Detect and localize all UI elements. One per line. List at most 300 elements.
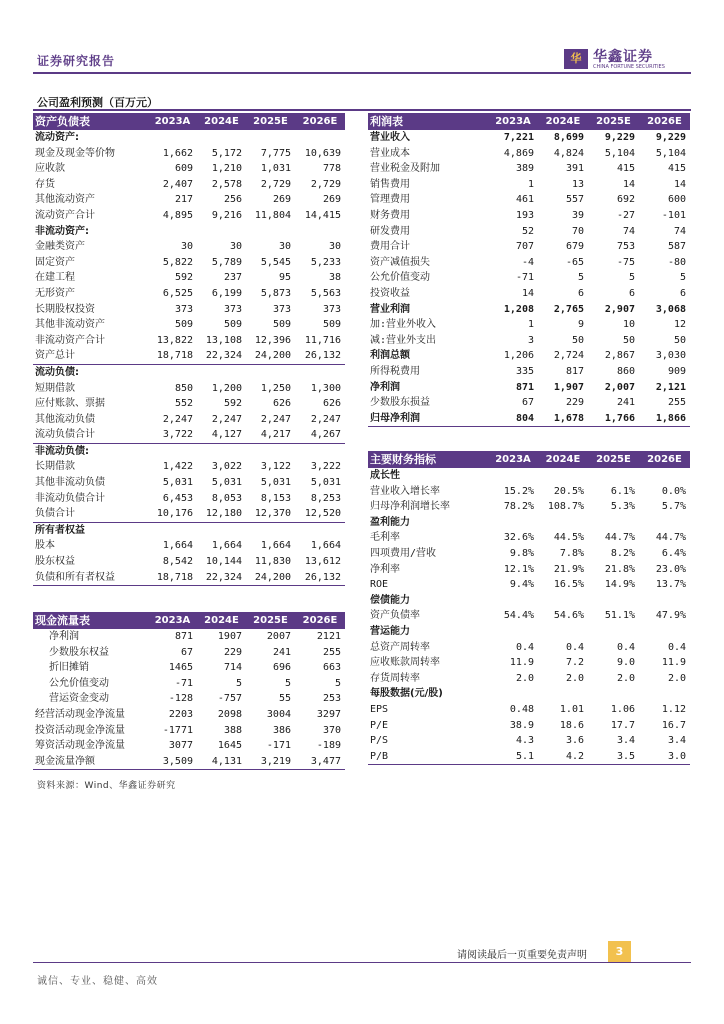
cell-value: 5	[334, 677, 341, 689]
cell-value	[639, 468, 690, 484]
cell-value: 509	[223, 319, 242, 331]
cell-value: 1,208	[503, 303, 534, 315]
row-label: 应付账款、票据	[35, 398, 105, 410]
cell-value: 38.9	[509, 719, 534, 731]
table-row	[368, 499, 690, 515]
cell-value: 16.7	[661, 719, 686, 731]
cell-value: 909	[667, 365, 686, 377]
cell-value	[148, 130, 197, 146]
cell-value: 557	[565, 194, 584, 206]
table-row	[368, 608, 690, 624]
table-row	[33, 707, 345, 723]
cell-value: 1645	[217, 740, 242, 752]
cell-value: 5	[284, 677, 291, 689]
cell-value: 10,176	[156, 508, 193, 520]
cell-value: 44.7%	[655, 532, 686, 544]
row-label: 现金及现金等价物	[35, 147, 115, 159]
table-row	[368, 655, 690, 671]
cell-value: 5.7%	[661, 501, 686, 513]
cell-value: 2,729	[260, 178, 291, 190]
cell-value: 12,180	[205, 508, 242, 520]
cell-value	[197, 522, 246, 538]
row-label: 固定资产	[35, 256, 75, 268]
row-label: 股本	[35, 540, 55, 552]
cell-value: 5	[628, 272, 635, 284]
cell-value: 4,131	[197, 754, 246, 770]
row-label: 应收账款周转率	[370, 657, 440, 669]
cell-value: 3297	[316, 708, 341, 720]
cell-value	[197, 130, 246, 146]
cell-value	[197, 364, 246, 380]
cell-value: -27	[616, 209, 635, 221]
cell-value: 1	[527, 178, 534, 190]
table-row	[368, 593, 690, 609]
cell-value: 5,104	[655, 147, 686, 159]
cell-value: 860	[616, 365, 635, 377]
cell-value: 70	[571, 225, 584, 237]
cell-value: 0.48	[509, 703, 534, 715]
row-label: 存货周转率	[370, 672, 420, 684]
cell-value: 389	[515, 163, 534, 175]
cell-value: 1,200	[211, 382, 242, 394]
cell-value: 108.7%	[547, 501, 584, 513]
table-row	[368, 364, 690, 380]
table-row	[368, 317, 690, 333]
cell-value: 2.0	[667, 672, 686, 684]
cell-value: 2,247	[211, 413, 242, 425]
table-row	[368, 577, 690, 593]
cell-value: 4,127	[211, 429, 242, 441]
cell-value: 1,766	[588, 411, 639, 427]
cell-value: 3,022	[211, 461, 242, 473]
cell-value: 26,132	[304, 350, 341, 362]
table-row	[33, 459, 345, 475]
page-number: 3	[608, 941, 631, 963]
cell-value: -189	[316, 740, 341, 752]
cell-value: 2,247	[310, 413, 341, 425]
cell-value: 6.1%	[610, 485, 635, 497]
cell-value	[538, 515, 588, 531]
row-label: 长期股权投资	[35, 303, 95, 315]
table-row	[368, 546, 690, 562]
cell-value: 44.7%	[604, 532, 635, 544]
cell-value: 3,122	[260, 461, 291, 473]
row-label: 毛利率	[370, 532, 400, 544]
cell-value: 13,108	[205, 334, 242, 346]
cell-value: 4,267	[310, 429, 341, 441]
cell-value: -71	[515, 272, 534, 284]
table-row	[368, 270, 690, 286]
logo-chinese-name: 华鑫证券	[593, 49, 653, 65]
table-row	[33, 270, 345, 286]
table-row	[368, 161, 690, 177]
cell-value: 21.8%	[604, 563, 635, 575]
cell-value: 10,639	[304, 147, 341, 159]
table-row	[33, 475, 345, 491]
table-row	[33, 554, 345, 570]
cell-value: 13.7%	[655, 579, 686, 591]
cell-value: 1,664	[211, 540, 242, 552]
table-row	[368, 239, 690, 255]
table-title: 资产负债表	[33, 113, 148, 130]
cell-value: 9.4%	[509, 579, 534, 591]
cell-value: 2,007	[604, 381, 635, 393]
cell-value: 11,804	[254, 209, 291, 221]
cell-value: 6.4%	[661, 547, 686, 559]
cell-value: 18,718	[156, 350, 193, 362]
cell-value: 4.2	[538, 749, 588, 765]
cell-value: 54.4%	[503, 610, 534, 622]
row-label: 资产总计	[35, 350, 75, 362]
cell-value: 9.0	[616, 657, 635, 669]
cell-value: 51.1%	[604, 610, 635, 622]
table-row	[368, 733, 690, 749]
cell-value: -128	[168, 693, 193, 705]
financial-indicators-table	[368, 451, 690, 765]
cell-value	[295, 224, 345, 240]
cell-value: 626	[272, 398, 291, 410]
cell-value: -171	[266, 740, 291, 752]
row-label: 折旧摊销	[49, 662, 89, 674]
cell-value	[295, 364, 345, 380]
cell-value: 509	[322, 319, 341, 331]
cell-value: 6,525	[162, 287, 193, 299]
cell-value: 592	[223, 398, 242, 410]
cell-value: -71	[174, 677, 193, 689]
year-header: 2024E	[538, 451, 588, 468]
cell-value: 67	[180, 646, 193, 658]
table-row	[368, 718, 690, 734]
year-header: 2025E	[588, 451, 639, 468]
cell-value: 3,068	[655, 303, 686, 315]
cell-value: 778	[322, 163, 341, 175]
table-header-row	[368, 113, 690, 130]
cell-value: 50	[673, 334, 686, 346]
cell-value: 804	[488, 411, 538, 427]
cell-value: 1,031	[260, 163, 291, 175]
cell-value: 707	[515, 241, 534, 253]
year-header: 2023A	[488, 113, 538, 130]
cell-value: -65	[565, 256, 584, 268]
cell-value	[488, 515, 538, 531]
cell-value: 5,172	[211, 147, 242, 159]
cell-value: 2,867	[604, 350, 635, 362]
cell-value: 3.6	[565, 735, 584, 747]
logo-mark-icon: 华	[564, 49, 588, 69]
logo-english-name: CHINA FORTUNE SECURITIES	[593, 64, 665, 70]
cell-value	[488, 624, 538, 640]
table-row	[368, 380, 690, 396]
cell-value: 2098	[217, 708, 242, 720]
row-label: P/B	[368, 749, 488, 765]
row-label: 负债合计	[35, 508, 75, 520]
cell-value: 370	[322, 724, 341, 736]
cell-value: 4.3	[515, 735, 534, 747]
cell-value: 13	[571, 178, 584, 190]
cell-value: 4,869	[503, 147, 534, 159]
cell-value: 18,718	[148, 570, 197, 586]
table-row	[33, 723, 345, 739]
cell-value: 241	[616, 397, 635, 409]
row-label: 营业税金及附加	[370, 163, 440, 175]
cell-value: 256	[223, 194, 242, 206]
header-divider	[33, 72, 691, 74]
cell-value: 0.4	[616, 641, 635, 653]
cell-value	[639, 686, 690, 702]
cell-value: 2,729	[310, 178, 341, 190]
table-row	[368, 686, 690, 702]
row-label: P/S	[370, 735, 389, 747]
cell-value	[488, 468, 538, 484]
cell-value: 0.4	[515, 641, 534, 653]
table-row	[368, 484, 690, 500]
cell-value	[639, 515, 690, 531]
cell-value: 2,247	[260, 413, 291, 425]
cell-value: 3,722	[162, 429, 193, 441]
cell-value: 13,612	[304, 556, 341, 568]
table-row	[368, 177, 690, 193]
cell-value: 1.06	[610, 703, 635, 715]
source-note: 资料来源：Wind、华鑫证券研究	[37, 781, 176, 791]
cell-value	[246, 224, 295, 240]
cell-value: 6	[679, 287, 686, 299]
table-row	[33, 192, 345, 208]
cell-value: 12	[673, 319, 686, 331]
row-label: P/E	[370, 719, 389, 731]
table-row	[33, 177, 345, 193]
row-label: 其他流动资产	[35, 194, 95, 206]
cell-value: 587	[667, 241, 686, 253]
table-row	[368, 130, 690, 146]
cell-value: 8,153	[260, 492, 291, 504]
cell-value: 14,415	[304, 209, 341, 221]
cell-value: 74	[622, 225, 635, 237]
cell-value: 269	[322, 194, 341, 206]
year-header: 2024E	[538, 113, 588, 130]
cell-value: 16.5%	[553, 579, 584, 591]
cell-value: 1,300	[310, 382, 341, 394]
row-label: 经营活动现金净流量	[35, 708, 125, 720]
table-row	[33, 645, 345, 661]
table-row	[33, 691, 345, 707]
table-row	[33, 286, 345, 302]
cell-value: 3.4	[616, 735, 635, 747]
cell-value: 5,822	[162, 256, 193, 268]
cell-value	[639, 593, 690, 609]
cell-value: 692	[616, 194, 635, 206]
cell-value: 1,250	[260, 382, 291, 394]
cell-value: 13,822	[156, 334, 193, 346]
cell-value	[588, 624, 639, 640]
table-row	[33, 660, 345, 676]
table-row	[368, 530, 690, 546]
table-row	[33, 130, 345, 146]
row-label: 在建工程	[35, 272, 75, 284]
cell-value: 52	[521, 225, 534, 237]
row-label: 所有者权益	[33, 522, 148, 538]
row-label: 研发费用	[370, 225, 410, 237]
cell-value: 1,210	[211, 163, 242, 175]
company-logo	[564, 47, 664, 73]
cell-value: 14.9%	[604, 579, 635, 591]
cell-value: 5,031	[211, 477, 242, 489]
table-row	[368, 286, 690, 302]
cell-value: 714	[223, 662, 242, 674]
cell-value: 5.1	[488, 749, 538, 765]
cell-value: 1,907	[553, 381, 584, 393]
cell-value: 2,407	[162, 178, 193, 190]
footer-divider	[33, 962, 691, 963]
cell-value: 7,221	[503, 132, 534, 143]
row-label: 营业收入	[370, 132, 410, 143]
table-row	[33, 317, 345, 333]
row-label: 流动资产合计	[35, 209, 95, 221]
cell-value: 1,678	[538, 411, 588, 427]
report-type-label: 证券研究报告	[37, 54, 116, 68]
year-header: 2024E	[197, 113, 246, 130]
cell-value: 8.2%	[610, 547, 635, 559]
cell-value: 509	[272, 319, 291, 331]
table-row	[368, 562, 690, 578]
cell-value: -101	[661, 209, 686, 221]
cell-value: 3004	[266, 708, 291, 720]
cell-value: 2203	[168, 708, 193, 720]
cell-value: 5,233	[310, 256, 341, 268]
cell-value: 7.8%	[559, 547, 584, 559]
cell-value: 12,520	[304, 508, 341, 520]
cell-value: 11.9	[509, 657, 534, 669]
table-row	[368, 192, 690, 208]
cell-value: 30	[229, 241, 242, 253]
cell-value: 9	[577, 319, 584, 331]
cell-value: 2121	[316, 631, 341, 642]
disclaimer-link[interactable]: 请阅读最后一页重要免责声明	[457, 950, 587, 961]
cell-value: 17.7	[610, 719, 635, 731]
cell-value: 5,545	[260, 256, 291, 268]
cell-value: 373	[223, 303, 242, 315]
cell-value: 3.5	[588, 749, 639, 765]
row-label: 其他非流动负债	[35, 477, 105, 489]
table-header-row	[368, 451, 690, 468]
row-label: 盈利能力	[370, 516, 410, 528]
cell-value: 255	[322, 646, 341, 658]
cell-value	[197, 224, 246, 240]
cell-value: 2.0	[565, 672, 584, 684]
cell-value: 1.01	[559, 703, 584, 715]
cell-value: 55	[278, 693, 291, 705]
cell-value: 3,030	[655, 350, 686, 362]
table-row	[33, 427, 345, 443]
table-row	[33, 522, 345, 538]
cell-value: 23.0%	[655, 563, 686, 575]
cell-value: 7,775	[260, 147, 291, 159]
table-row	[33, 506, 345, 522]
cell-value: -1771	[162, 724, 193, 736]
cell-value: 10,144	[205, 556, 242, 568]
table-row	[368, 224, 690, 240]
table-row	[368, 671, 690, 687]
year-header: 2023A	[148, 612, 197, 629]
row-label: 非流动负债:	[33, 443, 148, 459]
row-label: 投资收益	[370, 287, 410, 299]
table-row	[33, 255, 345, 271]
row-label: 流动负债合计	[35, 429, 95, 441]
table-row	[368, 515, 690, 531]
cell-value: 1,422	[162, 461, 193, 473]
table-row	[33, 364, 345, 380]
cell-value: 32.6%	[503, 532, 534, 544]
cell-value	[148, 224, 197, 240]
row-label: 其他流动负债	[35, 413, 95, 425]
cell-value: 6	[628, 287, 635, 299]
cell-value: 9,229	[604, 132, 635, 143]
cell-value: 626	[322, 398, 341, 410]
row-label: 营业收入增长率	[370, 485, 440, 497]
cell-value: 241	[272, 646, 291, 658]
table-header-row	[33, 113, 345, 130]
row-label: 营运能力	[370, 625, 410, 637]
cell-value: 4,895	[162, 209, 193, 221]
cell-value	[148, 364, 197, 380]
table-row	[33, 208, 345, 224]
table-row	[368, 208, 690, 224]
cell-value: 871	[515, 381, 534, 393]
row-label: 利润总额	[370, 350, 410, 362]
cell-value: 1,662	[162, 147, 193, 159]
cell-value: 373	[272, 303, 291, 315]
row-label: 股东权益	[35, 556, 75, 568]
cell-value: 10	[622, 319, 635, 331]
cell-value: 5.3%	[610, 501, 635, 513]
cell-value: 11,830	[254, 556, 291, 568]
cell-value: -4	[521, 256, 534, 268]
cell-value	[246, 522, 295, 538]
row-label: 少数股东权益	[49, 646, 109, 658]
row-label: 归母净利润增长率	[370, 501, 450, 513]
cell-value: 3.4	[667, 735, 686, 747]
row-label: 资产减值损失	[370, 256, 430, 268]
cell-value: 12,396	[254, 334, 291, 346]
cell-value	[488, 686, 538, 702]
cell-value: 9.8%	[509, 547, 534, 559]
row-label: 少数股东损益	[370, 397, 430, 409]
cell-value: 415	[616, 163, 635, 175]
table-row	[368, 411, 690, 427]
cell-value: 679	[565, 241, 584, 253]
cell-value	[588, 468, 639, 484]
table-row	[33, 491, 345, 507]
cell-value: 269	[272, 194, 291, 206]
row-label: 成长性	[370, 470, 400, 481]
row-label: 非流动资产合计	[35, 334, 105, 346]
cell-value: 5,031	[310, 477, 341, 489]
table-row	[33, 570, 345, 586]
cell-value: 1,664	[162, 540, 193, 552]
cell-value: 67	[521, 397, 534, 409]
cell-value: 0.4	[667, 641, 686, 653]
cell-value: 2,247	[162, 413, 193, 425]
row-label: 费用合计	[370, 241, 410, 253]
cell-value: 3077	[168, 740, 193, 752]
cell-value: -75	[616, 256, 635, 268]
row-label: 加:营业外收入	[370, 319, 437, 331]
cell-value: 15.2%	[503, 485, 534, 497]
table-row	[368, 702, 690, 718]
year-header: 2025E	[246, 612, 295, 629]
row-label: 营运资金变动	[49, 693, 109, 705]
row-label: 净利润	[370, 381, 400, 393]
row-label: 非流动负债合计	[35, 492, 105, 504]
